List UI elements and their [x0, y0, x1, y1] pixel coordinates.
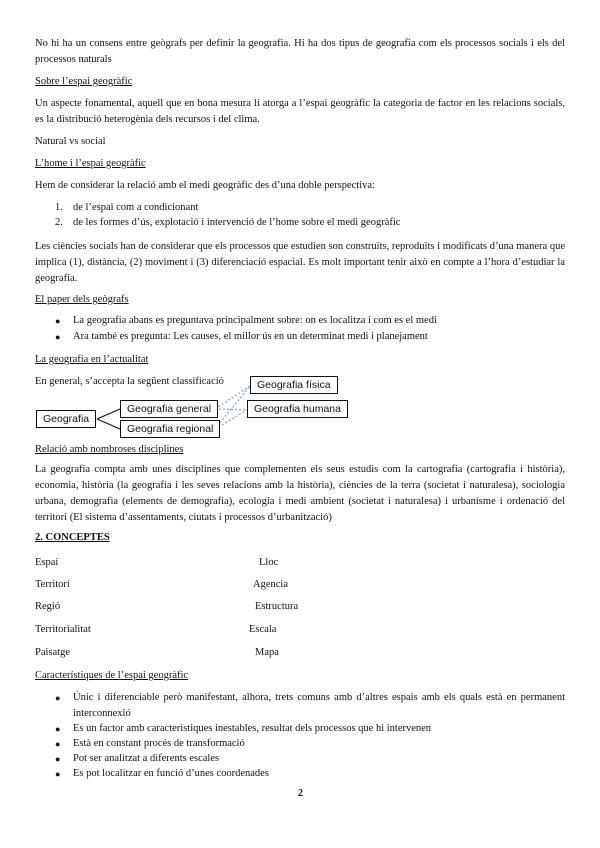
section-text-espai: Un aspecte fonamental, aquell que en bona mesura li atorga a l’espai geogràfic la categoria de factor en les relacions socials, es la distribució heterogènia dels recursos i del clima. — [35, 98, 565, 125]
connector-root-general — [97, 409, 120, 419]
concept-left-5: Paisatge — [35, 647, 70, 658]
section-title-actualitat: La geografia en l’actualitat — [35, 354, 149, 365]
diagram-box-geografia: Geografia — [36, 410, 96, 428]
section-title-home: L’home i l’espai geogràfic — [35, 158, 146, 169]
diagram-box-humana: Geografia humana — [247, 400, 348, 418]
section-text-ciencies: Les ciències socials han de considerar que els processos que estudien son construïts, reproduïts i modificats d’una manera que implica (1), distància, (2) moviment i (3) diferenciació espacial. Es molt important tenir això en compte a l’hora d’estudiar la geografia. — [35, 241, 565, 284]
diagram-box-general: Geografia general — [120, 400, 218, 418]
section-title-conceptes: 2. CONCEPTES — [35, 532, 110, 543]
connector-root-regional — [97, 419, 120, 429]
concept-right-1: Lloc — [259, 557, 279, 568]
section-title-paper: El paper dels geògrafs — [35, 294, 129, 305]
section-note-natural-social: Natural vs social — [35, 136, 106, 147]
diagram-box-regional: Geografia regional — [120, 420, 220, 438]
section-title-espai: Sobre l’espai geogràfic — [35, 76, 133, 87]
concept-right-4: Escala — [249, 624, 277, 635]
diagram-box-fisica: Geografia física — [250, 376, 338, 394]
intro-paragraph: No hi ha un consens entre geògrafs per definir la geografia. Hi ha dos tipus de geografia com els processos socials i els del processos naturals — [35, 38, 565, 65]
concept-left-4: Territorialitat — [35, 624, 91, 635]
concept-right-3: Estructura — [255, 601, 299, 612]
concept-right-2: Agencia — [253, 579, 288, 590]
section-title-caracteristiques: Característiques de l’espai geogràfic — [35, 670, 189, 681]
section-text-disciplines: La geografia compta amb unes disciplines que complementen els seus estudis com la cartografia (cartografia i història), economia, història (la geografia i les seves relacions amb la història), ciències de la terra (societat i naturalesa), sociologia urbana, demografia (elements de demografia), ecologia i medi ambient (societat i naturalesa) i urbanisme i ordenació del territori (El sistema d’assentaments, ciutats i processos d’urbanització) — [35, 464, 565, 523]
concept-left-2: Territori — [35, 579, 70, 590]
section-title-disciplines: Relació amb nombroses disciplines — [35, 444, 184, 455]
concept-left-3: Regió — [35, 601, 61, 612]
section-text-home: Hem de considerar la relació amb el medi geogràfic des d’una doble perspectiva: — [35, 180, 375, 191]
section-text-classificacio: En general, s’accepta la següent classificació — [35, 376, 224, 387]
concept-left-1: Espai — [35, 557, 59, 568]
concept-right-5: Mapa — [255, 647, 279, 658]
page-number: 2 — [298, 788, 303, 799]
connector-general-fisica — [215, 386, 250, 409]
